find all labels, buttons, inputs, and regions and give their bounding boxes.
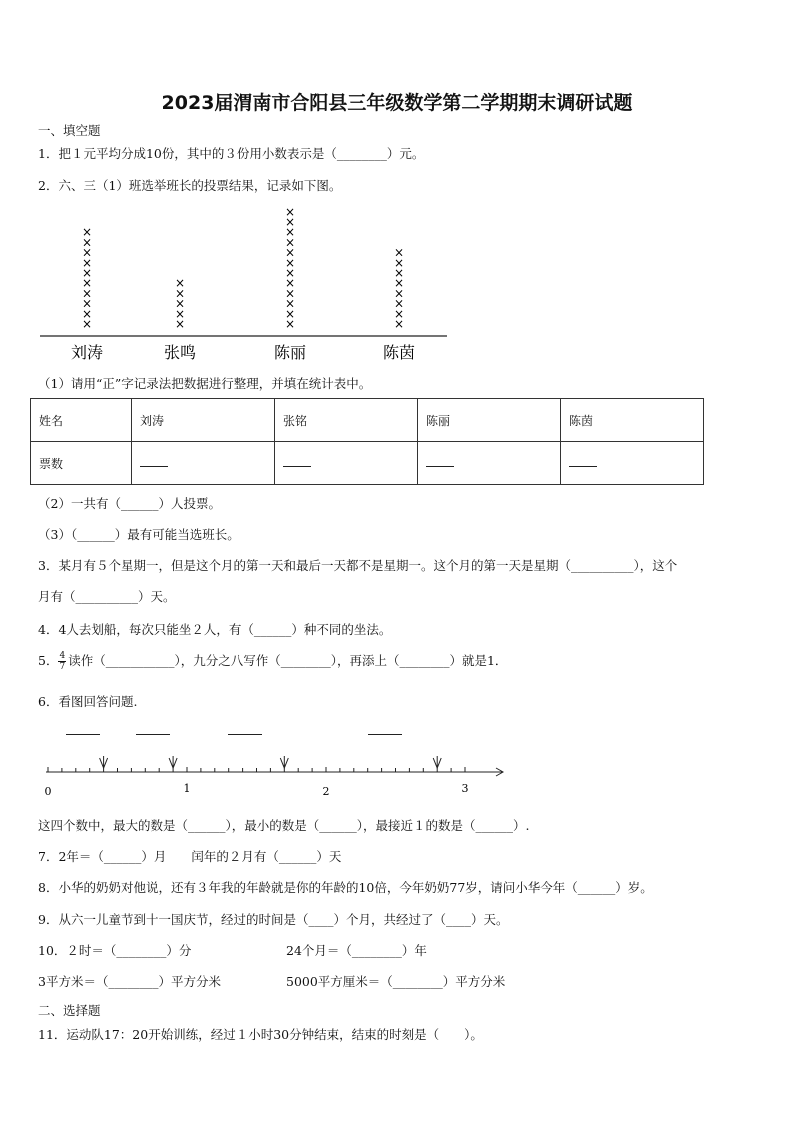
vote-mark: × [393, 286, 405, 301]
tally-table [30, 398, 704, 485]
vote-mark: × [174, 286, 186, 301]
number-line [40, 748, 510, 808]
answer-blank-cell[interactable] [418, 442, 561, 485]
number-line-pointer-arrow [169, 756, 177, 768]
vote-mark: × [284, 276, 296, 291]
fraction [58, 651, 66, 672]
question-10-c: 3平方米＝（________）平方分米 [38, 974, 221, 989]
vote-mark: × [81, 245, 93, 260]
answer-blank[interactable] [66, 734, 100, 735]
number-line-pointer-arrow [433, 756, 441, 768]
vote-mark: × [81, 286, 93, 301]
table-header-cell: 陈丽 [418, 399, 561, 442]
fraction-denominator: 7 [59, 662, 66, 672]
question-3-line-2: 月有（__________）天。 [38, 589, 176, 604]
number-line-label: 2 [322, 785, 330, 798]
answer-blank[interactable] [136, 734, 170, 735]
answer-blank[interactable] [228, 734, 262, 735]
vote-mark: × [284, 296, 296, 311]
question-3-line-1: 3．某月有５个星期一，但是这个月的第一天和最后一天都不是星期一。这个月的第一天是星期（__________），这个 [38, 558, 678, 573]
question-5-number: 5． [38, 653, 59, 668]
section-heading-fill-blank: 一、填空题 [38, 123, 101, 138]
vote-mark: × [174, 276, 186, 291]
vote-mark: × [393, 245, 405, 260]
vote-mark: × [393, 306, 405, 321]
table-header-cell: 陈茵 [561, 399, 704, 442]
table-row [31, 442, 704, 485]
vote-mark: × [284, 306, 296, 321]
section-heading-multiple-choice: 二、选择题 [38, 1003, 101, 1018]
table-header-row [31, 399, 704, 442]
page-title: 2023届渭南市合阳县三年级数学第二学期期末调研试题 [161, 92, 633, 114]
table-header-cell: 姓名 [31, 399, 132, 442]
question-2: 2．六、三（1）班选举班长的投票结果，记录如下图。 [38, 178, 342, 193]
vote-mark: × [393, 276, 405, 291]
candidate-name: 陈茵 [382, 343, 416, 362]
vote-mark: × [174, 306, 186, 321]
question-10-b: 24个月＝（________）年 [286, 943, 427, 958]
answer-blank-cell[interactable] [275, 442, 418, 485]
vote-mark: × [81, 225, 93, 240]
vote-mark: × [174, 296, 186, 311]
vote-mark: × [393, 255, 405, 270]
table-header-cell: 刘涛 [132, 399, 275, 442]
candidate-name: 刘涛 [70, 343, 104, 362]
number-line-pointer-arrow [280, 756, 288, 768]
number-line-label: 1 [183, 782, 191, 795]
fraction-numerator: 4 [59, 651, 66, 661]
vote-mark: × [284, 204, 296, 219]
answer-blank[interactable] [368, 734, 402, 735]
vote-mark: × [284, 215, 296, 229]
vote-mark: × [81, 317, 93, 331]
question-9: 9．从六一儿童节到十一国庆节，经过的时间是（____）个月，共经过了（____）天。 [38, 912, 509, 927]
vote-mark: × [284, 266, 296, 280]
vote-mark: × [284, 255, 296, 270]
number-line-pointer-arrow [100, 756, 108, 768]
vote-mark: × [81, 276, 93, 291]
question-10-d: 5000平方厘米＝（________）平方分米 [286, 974, 506, 989]
question-2-part-1: （1）请用“正”字记录法把数据进行整理，并填在统计表中。 [38, 376, 372, 391]
table-header-cell: 张铭 [275, 399, 418, 442]
question-2-part-3: （3）（______）最有可能当选班长。 [38, 527, 240, 542]
vote-mark: × [81, 235, 93, 250]
table-row-label: 票数 [31, 442, 132, 485]
vote-mark: × [174, 317, 186, 331]
vote-mark: × [81, 296, 93, 311]
vote-mark: × [393, 296, 405, 311]
vote-mark: × [284, 225, 296, 240]
vote-mark: × [284, 235, 296, 250]
vote-mark: × [284, 286, 296, 301]
candidate-name: 张鸣 [163, 343, 197, 362]
question-6-answer: 这四个数中，最大的数是（______），最小的数是（______），最接近１的数是（______）. [38, 818, 530, 833]
question-6: 6．看图回答问题. [38, 694, 138, 709]
candidate-name: 陈丽 [273, 343, 307, 362]
vote-mark: × [284, 245, 296, 260]
answer-blank-cell[interactable] [561, 442, 704, 485]
vote-mark: × [393, 266, 405, 280]
answer-blank-cell[interactable] [132, 442, 275, 485]
vote-mark: × [81, 255, 93, 270]
question-11: 11．运动队17：20开始训练，经过１小时30分钟结束，结束的时刻是（ ）。 [38, 1027, 483, 1042]
question-2-part-2: （2）一共有（______）人投票。 [38, 496, 221, 511]
question-4: 4．4人去划船，每次只能坐２人，有（______）种不同的坐法。 [38, 622, 392, 637]
vote-mark: × [81, 266, 93, 280]
vote-mark: × [284, 317, 296, 331]
vote-chart [30, 200, 460, 370]
question-10-a: 10．２时＝（________）分 [38, 943, 192, 958]
vote-mark: × [81, 306, 93, 321]
vote-mark: × [393, 317, 405, 331]
question-7: 7．2年＝（______）月 闰年的２月有（______）天 [38, 849, 342, 864]
question-5-text: 读作（___________），九分之八写作（________），再添上（________）就是1． [68, 653, 508, 668]
question-8: 8．小华的奶奶对他说，还有３年我的年龄就是你的年龄的10倍，今年奶奶77岁，请问小华今年（______）岁。 [38, 880, 653, 895]
number-line-label: 0 [44, 785, 52, 798]
number-line-label: 3 [461, 782, 469, 795]
question-5 [38, 651, 507, 672]
question-1: 1．把１元平均分成10份，其中的３份用小数表示是（________）元。 [38, 146, 425, 161]
